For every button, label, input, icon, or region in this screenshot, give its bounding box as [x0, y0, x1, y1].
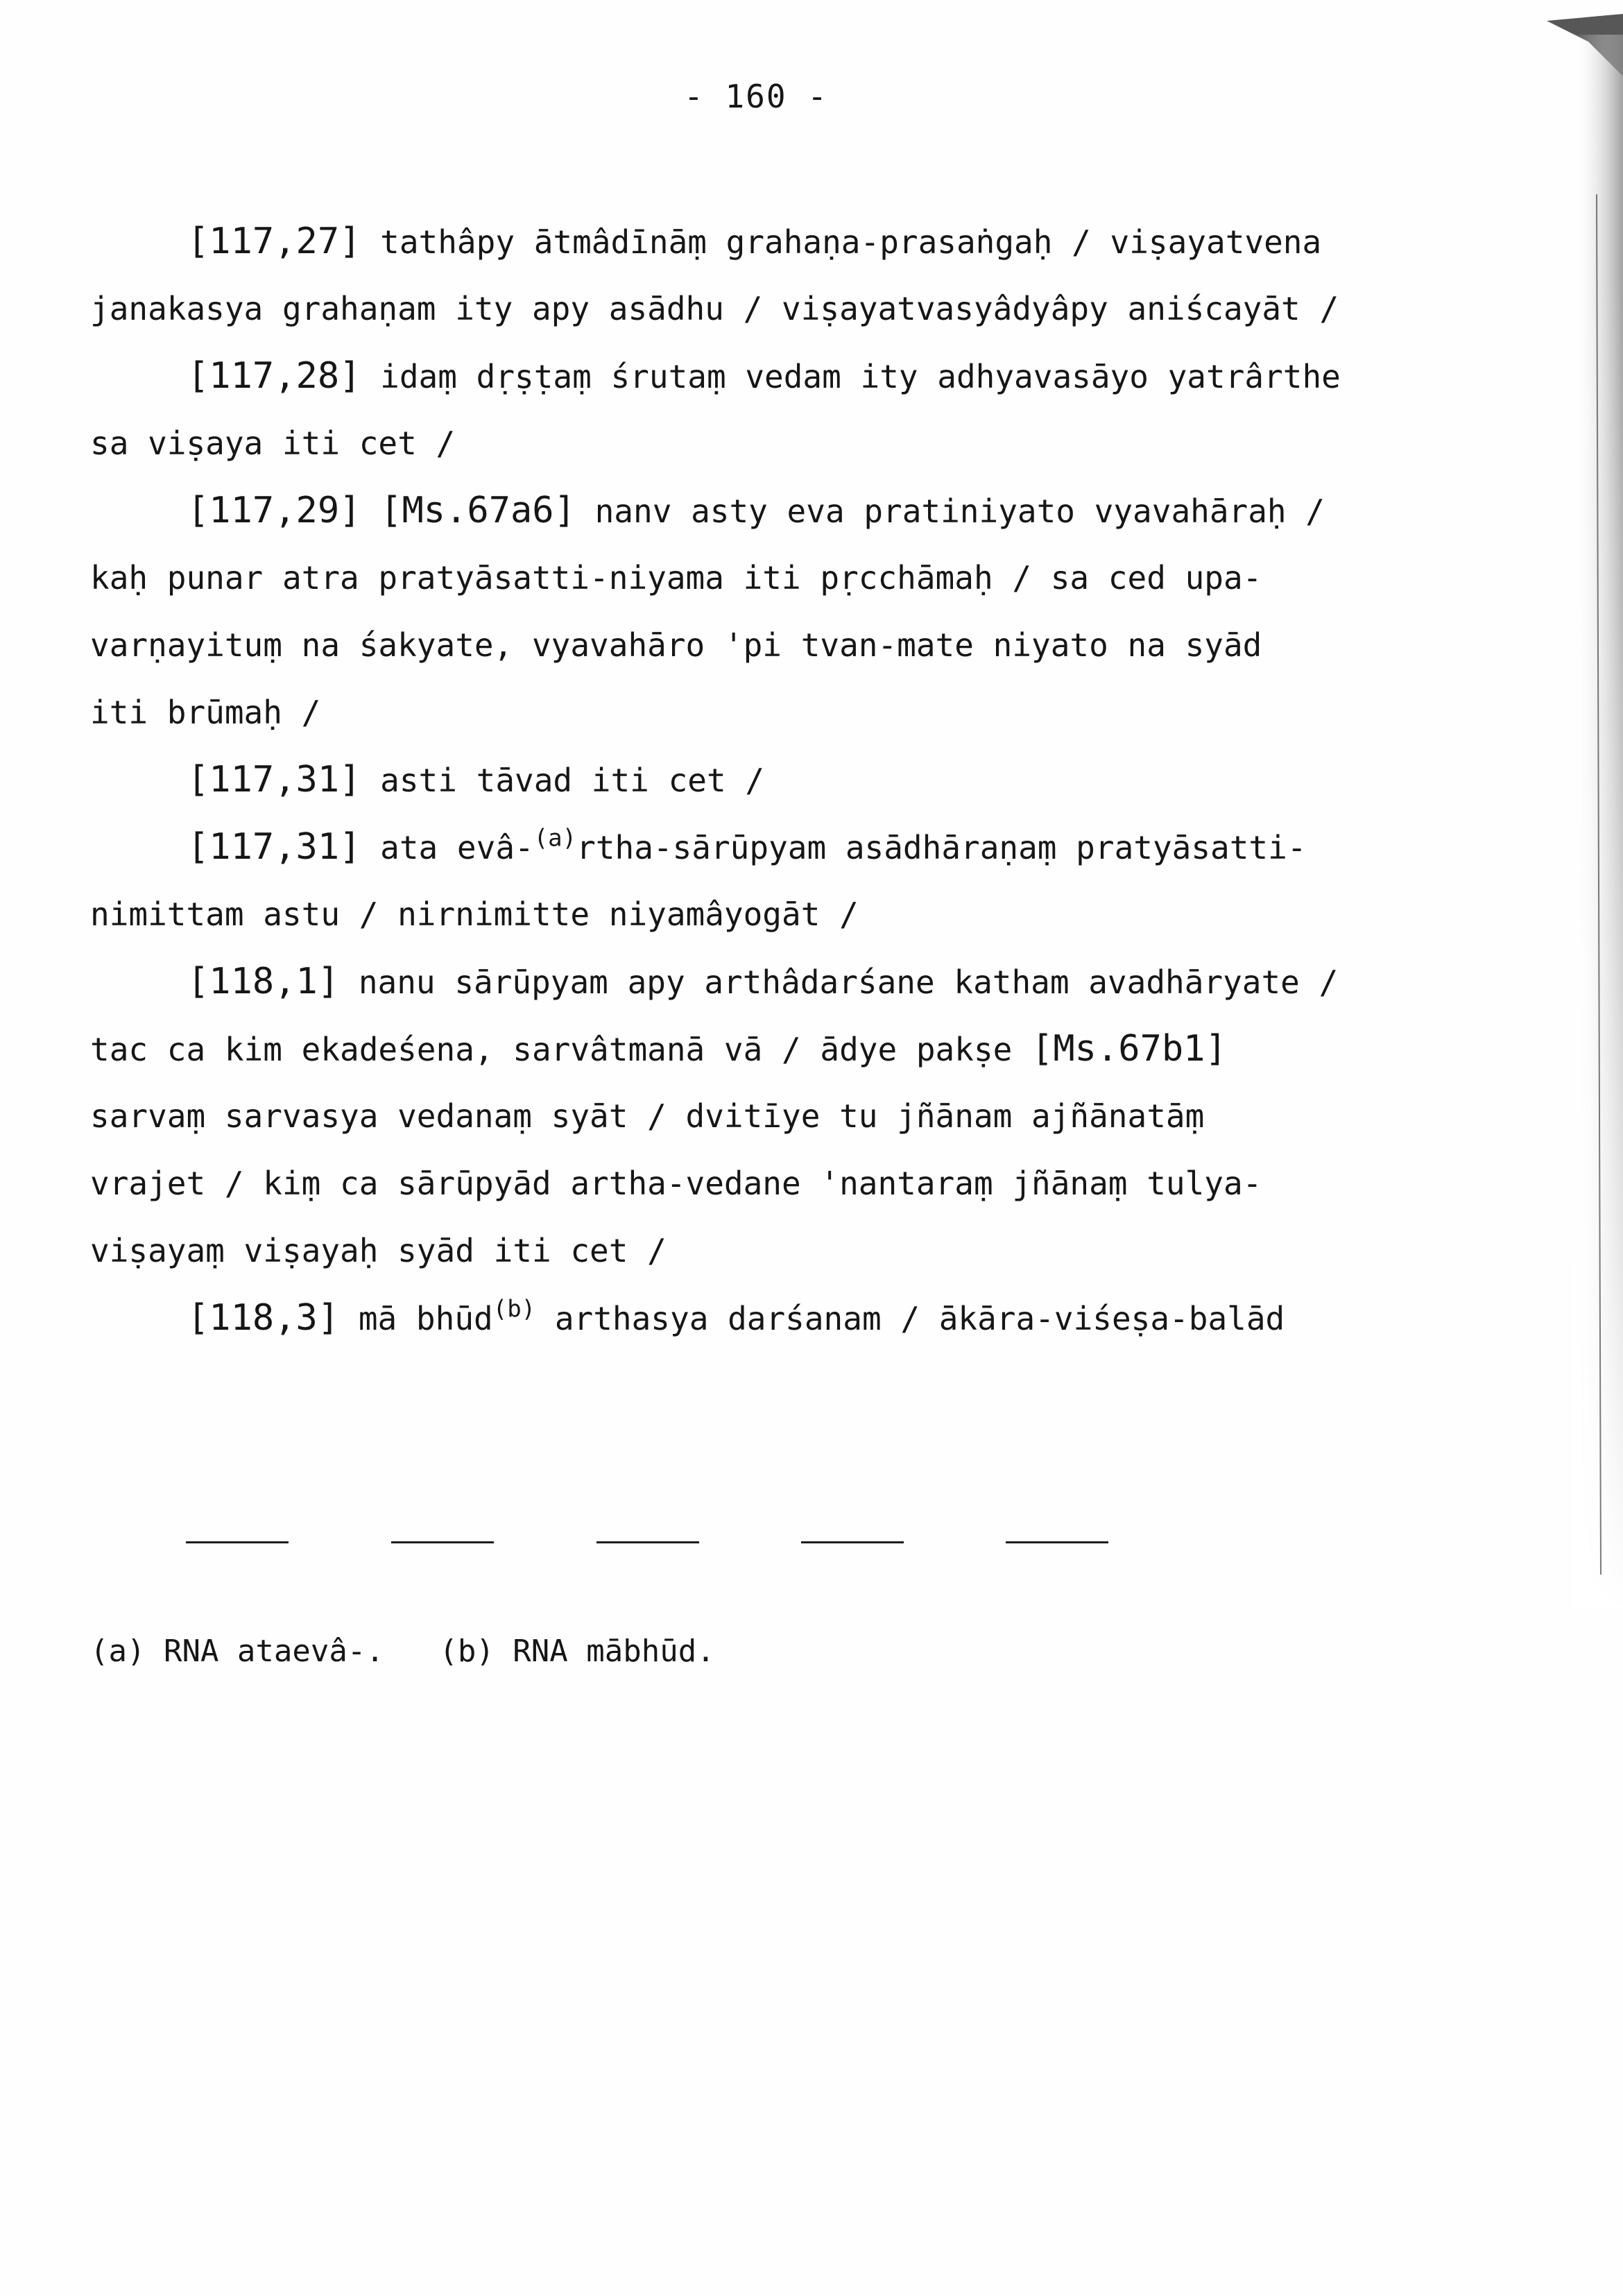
line-text: kaḥ punar atra pratyāsatti-niyama iti pṛcchāmaḥ / sa ced upa- [90, 559, 1262, 597]
line-text: asti tāvad iti cet / [361, 762, 765, 799]
text-line [187, 208, 1321, 276]
text-line [187, 1285, 1285, 1353]
line-text: nanv asty eva pratiniyato vyavahāraḥ / [575, 492, 1325, 530]
text-line [90, 612, 1262, 679]
footnote-marker: (b) [492, 1295, 536, 1323]
line-text: rtha-sārūpyam asādhāraṇaṃ pratyāsatti- [576, 829, 1307, 866]
text-line [90, 1150, 1262, 1217]
line-text: tathâpy ātmâdīnāṃ grahaṇa-prasaṅgaḥ / viṣayatvena [361, 223, 1322, 261]
line-text: varṇayituṃ na śakyate, vyavahāro 'pi tvan-mate niyato na syād [90, 626, 1262, 664]
line-reference: [117,28] [187, 355, 361, 397]
line-text: idaṃ dṛṣṭaṃ śrutaṃ vedam ity adhyavasāyo yatrârthe [361, 358, 1341, 395]
text-line [90, 1083, 1204, 1150]
line-text: sarvaṃ sarvasya vedanaṃ syāt / dvitīye tu jñānam ajñānatāṃ [90, 1097, 1205, 1135]
text-line [187, 948, 1338, 1016]
line-reference: [117,27] [187, 221, 361, 262]
line-reference: [118,3] [187, 1297, 340, 1339]
text-line [187, 343, 1341, 411]
line-text [361, 492, 380, 530]
text-line [90, 1217, 667, 1285]
line-text: iti brūmaḥ / [90, 694, 321, 731]
footnotes [90, 1634, 715, 1669]
line-text: tac ca kim ekadeśena, sarvâtmanā vā / ādye pakṣe [90, 1031, 1032, 1068]
text-line [187, 814, 1307, 882]
text-line [187, 746, 764, 814]
line-text: sa viṣaya iti cet / [90, 425, 456, 462]
line-text: ata evâ- [361, 829, 534, 866]
text-line [90, 881, 859, 948]
text-line [187, 477, 1325, 545]
text-line [90, 275, 1339, 343]
text-line [90, 679, 320, 746]
line-text: vrajet / kiṃ ca sārūpyād artha-vedane 'nantaraṃ jñānaṃ tulya- [90, 1165, 1262, 1202]
line-reference: [117,31] [187, 759, 361, 800]
separator-dash [186, 1541, 289, 1543]
footnote-b: (b) RNA mābhūd. [439, 1634, 715, 1669]
manuscript-reference: [Ms.67a6] [380, 490, 576, 531]
text-line [90, 1016, 1227, 1083]
line-reference: [118,1] [187, 961, 340, 1002]
footnote-marker: (a) [533, 824, 577, 853]
text-line [90, 410, 455, 477]
line-text: nanu sārūpyam apy arthâdarśane katham avadhāryate / [339, 963, 1339, 1001]
line-text: viṣayaṃ viṣayaḥ syād iti cet / [90, 1232, 667, 1269]
footnote-a: (a) RNA ataevâ-. [90, 1634, 384, 1669]
separator-dash [1006, 1541, 1108, 1543]
separator-dash [391, 1541, 494, 1543]
separator-dash [596, 1541, 699, 1543]
line-text: arthasya darśanam / ākāra-viśeṣa-balād [535, 1300, 1285, 1337]
footnote-separator [186, 1541, 1115, 1544]
scan-edge-shadow [1547, 14, 1623, 1609]
line-text: nimittam astu / nirnimitte niyamâyogāt / [90, 896, 859, 933]
line-text: janakasya grahaṇam ity apy asādhu / viṣayatvasyâdyâpy aniścayāt / [90, 290, 1339, 327]
text-line [90, 545, 1262, 612]
line-reference: [117,29] [187, 490, 361, 531]
line-text: mā bhūd [339, 1300, 493, 1337]
page-number: - 160 - [684, 78, 828, 115]
separator-dash [801, 1541, 904, 1543]
line-reference: [117,31] [187, 826, 361, 868]
manuscript-reference: [Ms.67b1] [1031, 1028, 1227, 1070]
